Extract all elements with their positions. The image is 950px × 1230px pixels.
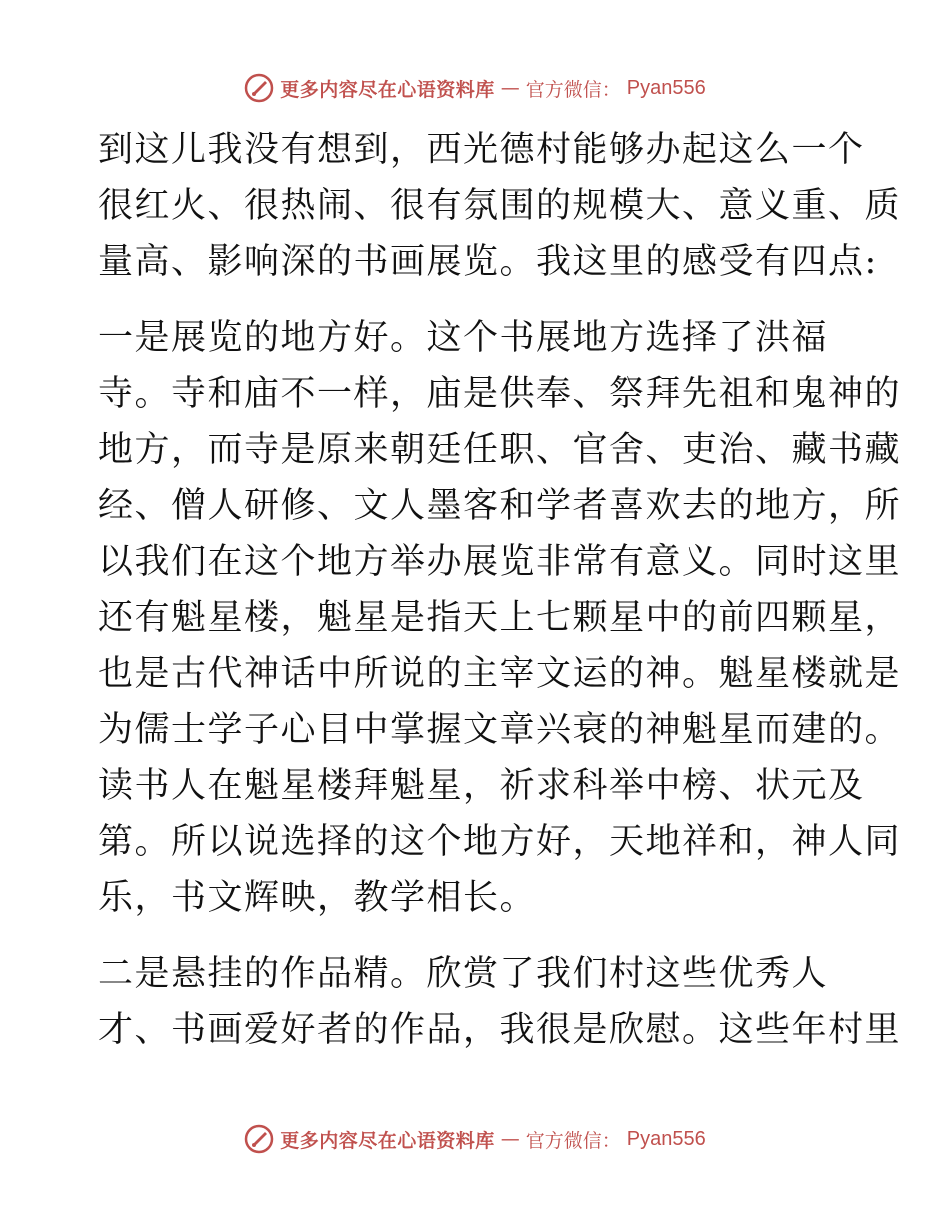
text-line: 还有魁星楼，魁星是指天上七颗星中的前四颗星，: [98, 598, 902, 638]
text-line: 很红火、很热闹、很有氛围的规模大、意义重、质: [98, 186, 902, 226]
text-line: 量高、影响深的书画展览。我这里的感受有四点:: [98, 242, 878, 282]
paragraph-2: [98, 310, 902, 926]
watermark-dash: —: [500, 1128, 520, 1150]
text-line: 读书人在魁星楼拜魁星，祈求科举中榜、状元及: [98, 766, 865, 806]
text-line: 到这儿我没有想到，西光德村能够办起这么一个: [98, 130, 865, 170]
watermark-official-label: 官方微信：: [525, 78, 621, 101]
watermark-wechat-id: Pyan556: [626, 76, 706, 99]
text-line: 二是悬挂的作品精。欣赏了我们村这些优秀人: [98, 954, 829, 994]
footer-watermark: [0, 1119, 950, 1159]
text-line: 地方，而寺是原来朝廷任职、官舍、吏治、藏书藏: [98, 430, 902, 470]
watermark-site-text: 更多内容尽在心语资料库: [280, 78, 495, 101]
document-body: [98, 122, 902, 1058]
text-line: 为儒士学子心目中掌握文章兴衰的神魁星而建的。: [98, 710, 902, 750]
watermark-dash: —: [500, 77, 520, 99]
text-line: 经、僧人研修、文人墨客和学者喜欢去的地方，所: [98, 486, 902, 526]
watermark-site-text: 更多内容尽在心语资料库: [280, 1129, 495, 1152]
text-line: 乐，书文辉映，教学相长。: [98, 878, 537, 918]
text-line: 以我们在这个地方举办展览非常有意义。同时这里: [98, 542, 902, 582]
watermark-official-label: 官方微信：: [525, 1129, 621, 1152]
paragraph-3: [98, 946, 902, 1058]
text-line: 寺。寺和庙不一样，庙是供奉、祭拜先祖和鬼神的: [98, 374, 902, 414]
logo-icon: [244, 1124, 274, 1154]
header-watermark: [0, 68, 950, 108]
text-line: 也是古代神话中所说的主宰文运的神。魁星楼就是: [98, 654, 902, 694]
watermark-wechat-id: Pyan556: [626, 1127, 706, 1150]
text-line: 一是展览的地方好。这个书展地方选择了洪福: [98, 318, 829, 358]
text-line: 才、书画爱好者的作品，我很是欣慰。这些年村里: [98, 1010, 902, 1050]
logo-icon: [244, 73, 274, 103]
text-line: 第。所以说选择的这个地方好，天地祥和，神人同: [98, 822, 902, 862]
paragraph-1: [98, 122, 902, 290]
